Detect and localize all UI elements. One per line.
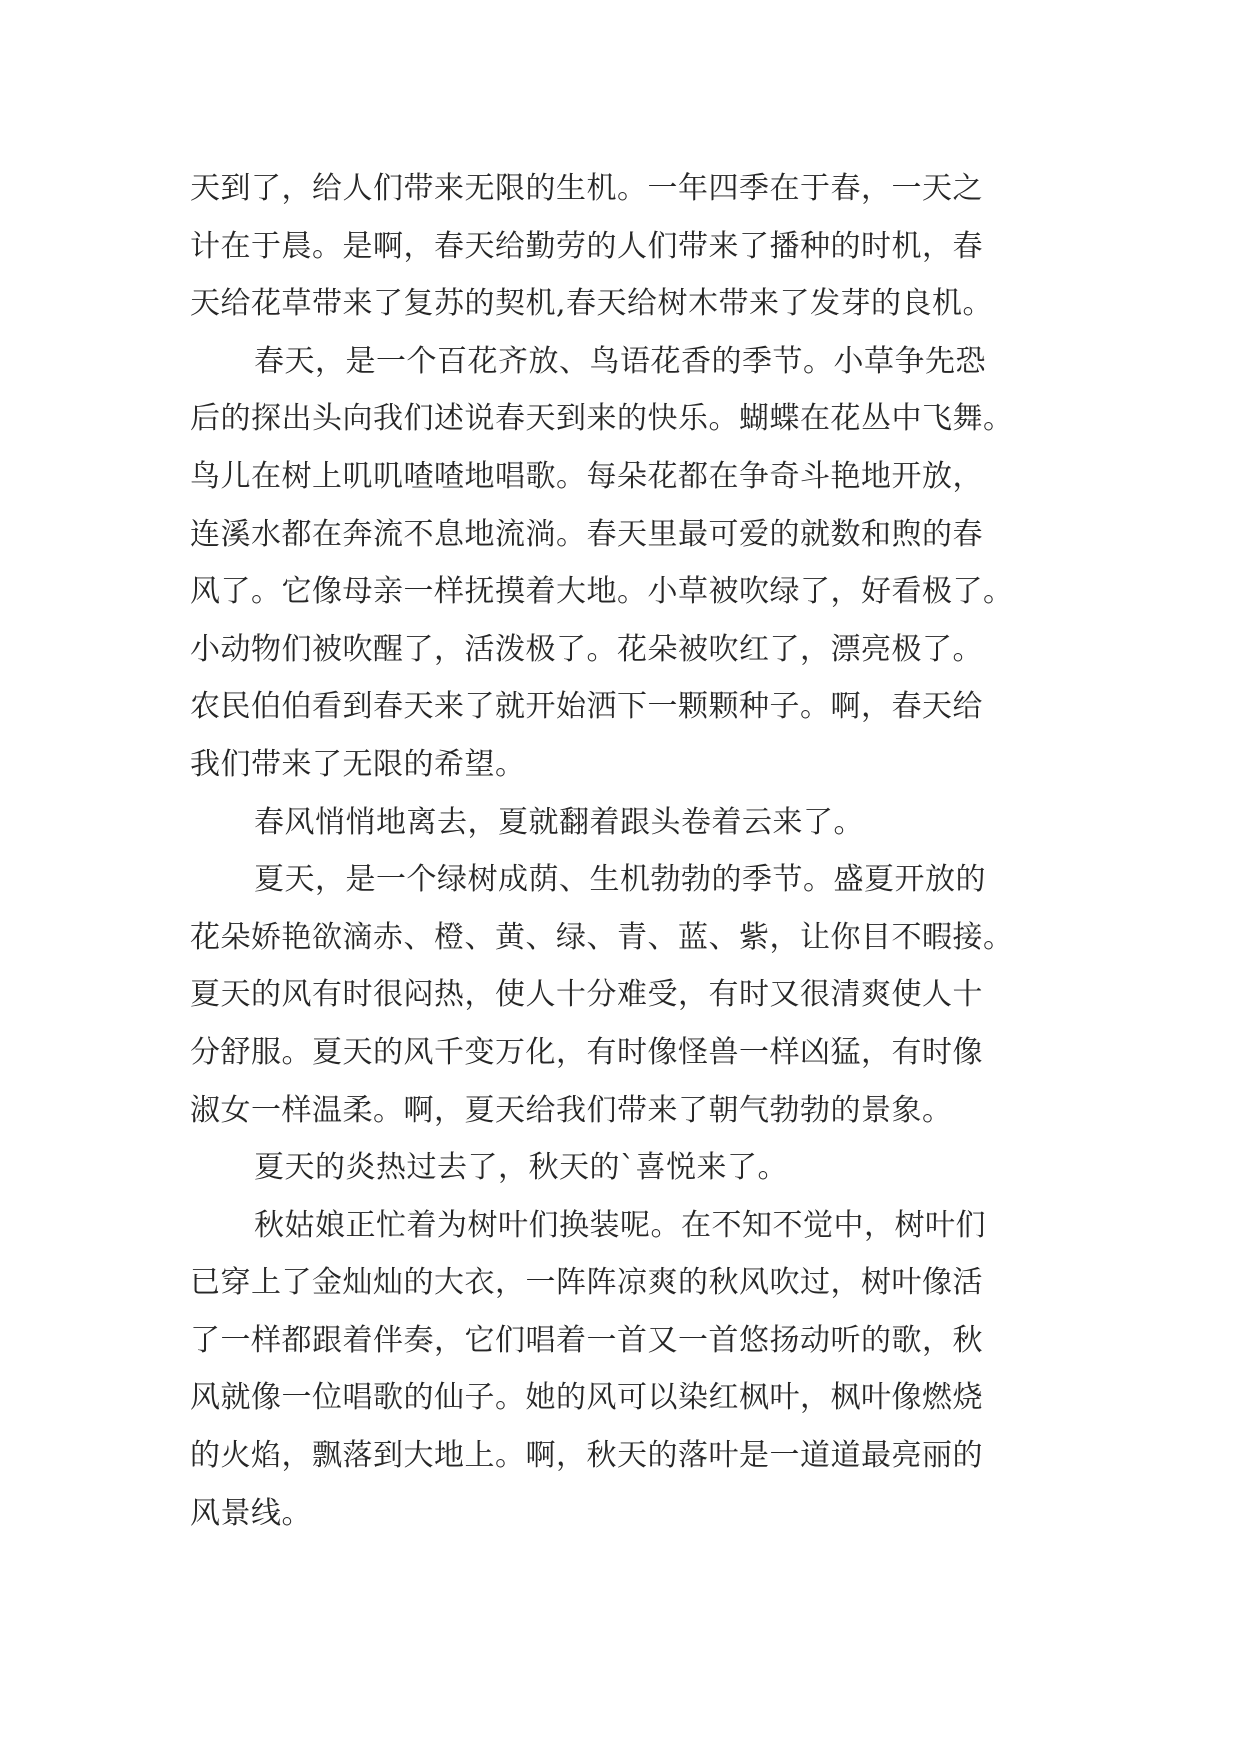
text-line: 连溪水都在奔流不息地流淌。春天里最可爱的就数和煦的春: [190, 516, 983, 552]
text-line: 我们带来了无限的希望。: [190, 746, 526, 782]
text-line: 夏天的风有时很闷热，使人十分难受，有时又很清爽使人十: [190, 977, 983, 1013]
text-line: 风景线。: [190, 1495, 312, 1531]
text-line: 了一样都跟着伴奏，它们唱着一首又一首悠扬动听的歌，秋: [190, 1322, 983, 1358]
text-line: 秋姑娘正忙着为树叶们换装呢。在不知不觉中，树叶们: [254, 1207, 986, 1243]
text-line: 春风悄悄地离去，夏就翻着跟头卷着云来了。: [254, 804, 864, 840]
text-line: 的火焰，飘落到大地上。啊，秋天的落叶是一道道最亮丽的: [190, 1438, 983, 1474]
text-line: 天到了，给人们带来无限的生机。一年四季在于春，一天之: [190, 171, 983, 206]
text-line: 鸟儿在树上叽叽喳喳地唱歌。每朵花都在争奇斗艳地开放，: [190, 458, 983, 494]
text-line: 分舒服。夏天的风千变万化，有时像怪兽一样凶猛，有时像: [190, 1034, 983, 1070]
text-line: 风就像一位唱歌的仙子。她的风可以染红枫叶，枫叶像燃烧: [190, 1380, 983, 1416]
text-line: 春天，是一个百花齐放、鸟语花香的季节。小草争先恐: [254, 343, 986, 379]
text-line: 夏天的炎热过去了，秋天的`喜悦来了。: [254, 1150, 788, 1186]
body-text: [190, 160, 1070, 1542]
text-line: 风了。它像母亲一样抚摸着大地。小草被吹绿了，好看极了。: [190, 574, 1014, 610]
text-line: 淑女一样温柔。啊，夏天给我们带来了朝气勃勃的景象。: [190, 1092, 953, 1128]
text-line: 农民伯伯看到春天来了就开始洒下一颗颗种子。啊，春天给: [190, 689, 983, 725]
text-line: 计在于晨。是啊，春天给勤劳的人们带来了播种的时机，春: [190, 228, 983, 264]
text-line: 夏天，是一个绿树成荫、生机勃勃的季节。盛夏开放的: [254, 862, 986, 898]
text-line: 已穿上了金灿灿的大衣，一阵阵凉爽的秋风吹过，树叶像活: [190, 1265, 983, 1301]
text-line: 天给花草带来了复苏的契机,春天给树木带来了发芽的良机。: [190, 286, 994, 322]
text-line: 小动物们被吹醒了，活泼极了。花朵被吹红了，漂亮极了。: [190, 631, 983, 667]
text-line: 后的探出头向我们述说春天到来的快乐。蝴蝶在花丛中飞舞。: [190, 401, 1014, 437]
text-line: 花朵娇艳欲滴赤、橙、黄、绿、青、蓝、紫，让你目不暇接。: [190, 919, 1014, 955]
